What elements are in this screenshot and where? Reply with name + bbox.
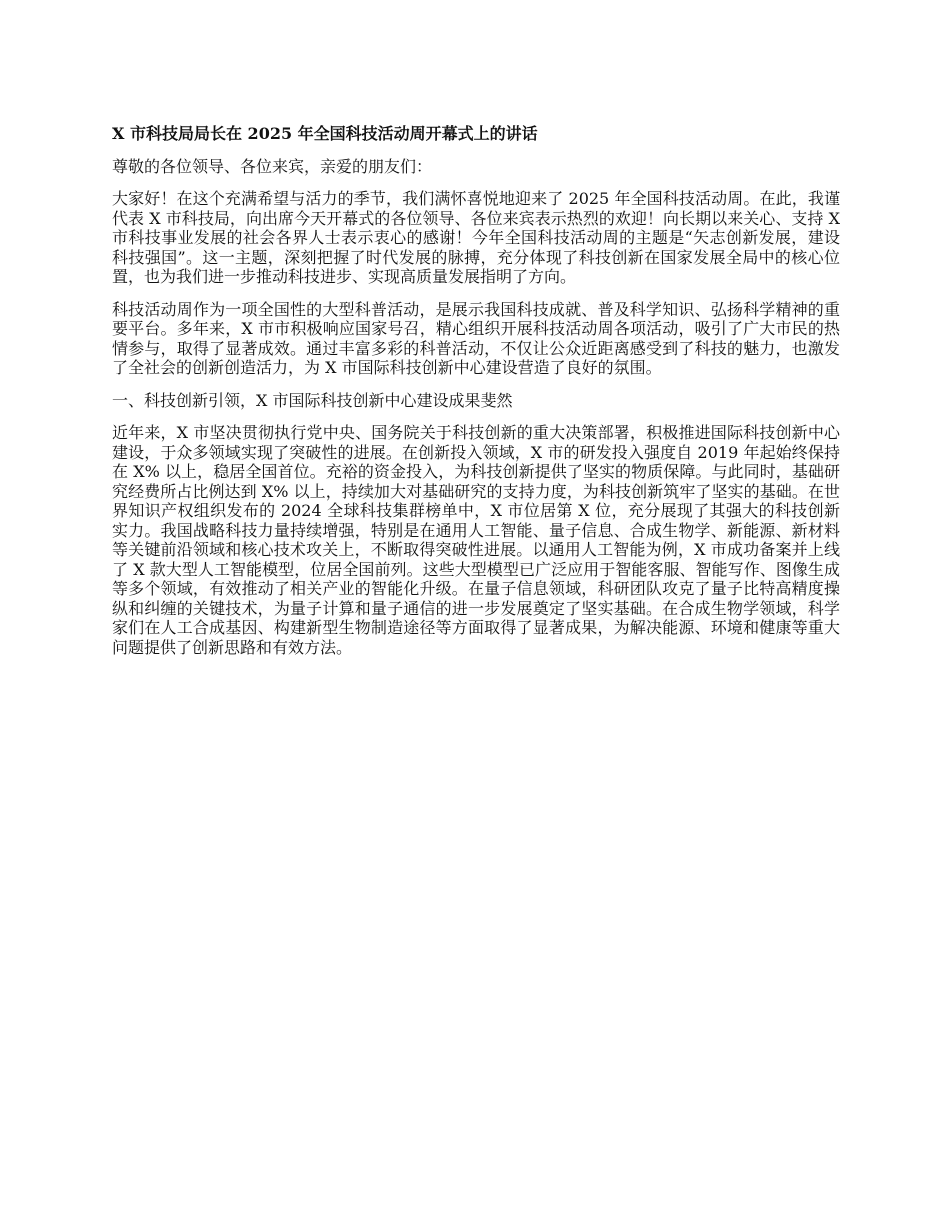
paragraph-opening: 大家好！在这个充满希望与活力的季节，我们满怀喜悦地迎来了 2025 年全国科技活动周。在此，我谨代表 X 市科技局，向出席今天开幕式的各位领导、各位来宾表示热烈的欢迎！向长期以来关心、支持 X 市科技事业发展的社会各界人士表示衷心的感谢！今年全国科技活动周的主题是“矢志创新发展，建设科技强国”。这一主题，深刻把握了时代发展的脉搏，充分体现了科技创新在国家发展全局中的核心位置，也为我们进一步推动科技进步、实现高质量发展指明了方向。 bbox=[112, 189, 840, 286]
salutation: 尊敬的各位领导、各位来宾，亲爱的朋友们： bbox=[112, 156, 433, 176]
paragraph-science-week: 科技活动周作为一项全国性的大型科普活动，是展示我国科技成就、普及科学知识、弘扬科学精神的重要平台。多年来，X 市市积极响应国家号召，精心组织开展科技活动周各项活动，吸引了广大市民的热情参与，取得了显著成效。通过丰富多彩的科普活动，不仅让公众近距离感受到了科技的魅力，也激发了全社会的创新创造活力，为 X 市国际科技创新中心建设营造了良好的氛围。 bbox=[112, 299, 840, 377]
section-heading: 一、科技创新引领，X 市国际科技创新中心建设成果斐然 bbox=[112, 390, 513, 410]
document-body bbox=[112, 124, 840, 670]
paragraph-achievements: 近年来，X 市坚决贯彻执行党中央、国务院关于科技创新的重大决策部署，积极推进国际科技创新中心建设，于众多领域实现了突破性的进展。在创新投入领域，X 市的研发投入强度自 2019 年起始终保持在 X% 以上，稳居全国首位。充裕的资金投入，为科技创新提供了坚实的物质保障。与此同时，基础研究经费所占比例达到 X% 以上，持续加大对基础研究的支持力度，为科技创新筑牢了坚实的基础。在世界知识产权组织发布的 2024 全球科技集群榜单中，X 市位居第 X 位，充分展现了其强大的科技创新实力。我国战略科技力量持续增强，特别是在通用人工智能、量子信息、合成生物学、新能源、新材料等关键前沿领域和核心技术攻关上，不断取得突破性进展。以通用人工智能为例，X 市成功备案并上线了 X 款大型人工智能模型，位居全国前列。这些大型模型已广泛应用于智能客服、智能写作、图像生成等多个领域，有效推动了相关产业的智能化升级。在量子信息领域，科研团队攻克了量子比特高精度操纵和纠缠的关键技术，为量子计算和量子通信的进一步发展奠定了坚实基础。在合成生物学领域，科学家们在人工合成基因、构建新型生物制造途径等方面取得了显著成果，为解决能源、环境和健康等重大问题提供了创新思路和有效方法。 bbox=[112, 423, 840, 657]
document-title: X 市科技局局长在 2025 年全国科技活动周开幕式上的讲话 bbox=[112, 124, 538, 143]
